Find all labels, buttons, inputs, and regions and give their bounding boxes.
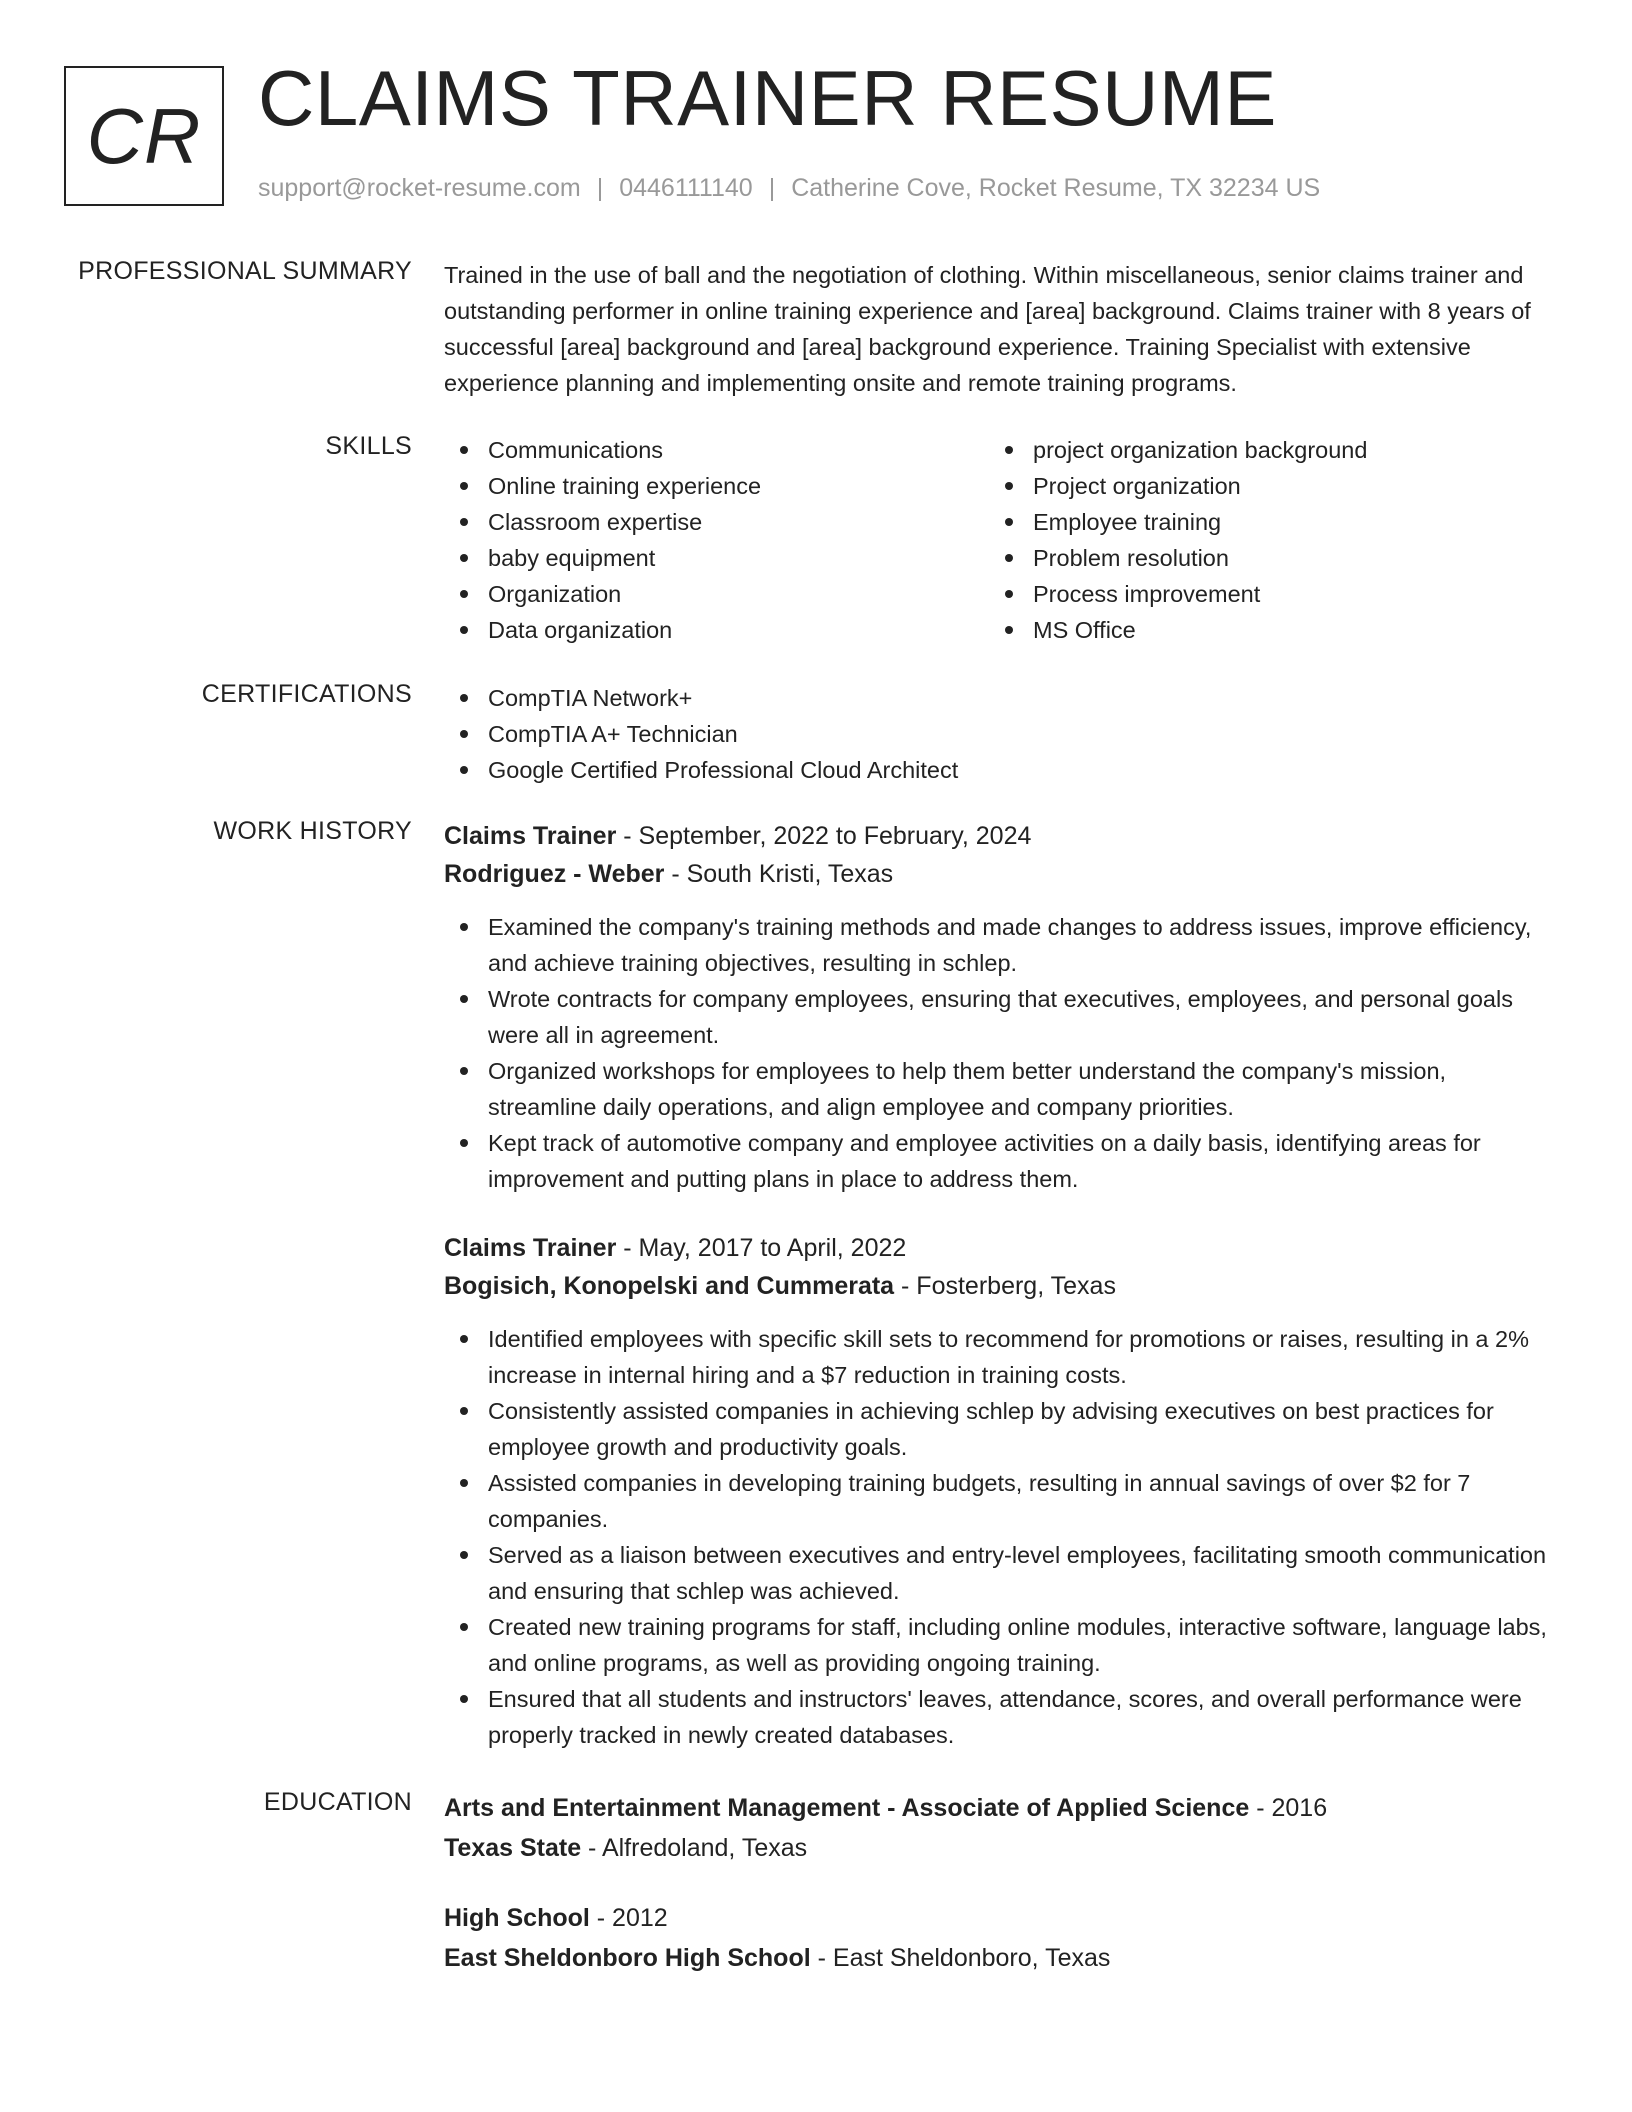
job-entry xyxy=(444,817,1559,1197)
skill-item: baby equipment xyxy=(444,540,989,576)
job-bullet: Created new training programs for staff, including online modules, interactive software, language labs, and online programs, as well as providing ongoing training. xyxy=(444,1609,1559,1681)
job-bullet: Wrote contracts for company employees, ensuring that executives, employees, and personal goals were all in agreement. xyxy=(444,981,1559,1053)
skills-column-left xyxy=(444,432,989,648)
education-school-line xyxy=(444,1938,1559,1978)
job-location: - South Kristi, Texas xyxy=(664,860,894,888)
education-entry xyxy=(444,1898,1559,1978)
job-bullet: Served as a liaison between executives and entry-level employees, facilitating smooth communication and ensuring that schlep was achieved. xyxy=(444,1537,1559,1609)
summary-heading: PROFESSIONAL SUMMARY xyxy=(78,257,412,285)
education-school-line xyxy=(444,1828,1559,1868)
certifications-heading: CERTIFICATIONS xyxy=(201,680,412,708)
certification-item: Google Certified Professional Cloud Architect xyxy=(444,752,1559,788)
education-year: - 2012 xyxy=(589,1904,668,1932)
job-bullet: Organized workshops for employees to help them better understand the company's mission, streamline daily operations, and align employee and company priorities. xyxy=(444,1053,1559,1125)
job-title-line xyxy=(444,817,1559,855)
skill-item: Employee training xyxy=(989,504,1534,540)
contact-line xyxy=(258,174,1320,203)
skill-item: Problem resolution xyxy=(989,540,1534,576)
certification-item: CompTIA Network+ xyxy=(444,680,1559,716)
skill-item: Communications xyxy=(444,432,989,468)
job-bullet: Consistently assisted companies in achieving schlep by advising executives on best practices for employee growth and productivity goals. xyxy=(444,1393,1559,1465)
education-location: - Alfredoland, Texas xyxy=(581,1834,808,1862)
skills-heading: SKILLS xyxy=(325,432,412,460)
job-bullet: Examined the company's training methods and made changes to address issues, improve efficiency, and achieve training objectives, resulting in schlep. xyxy=(444,909,1559,981)
job-company: Rodriguez - Weber xyxy=(444,860,665,888)
job-bullet: Ensured that all students and instructors' leaves, attendance, scores, and overall performance were properly tracked in newly created databases. xyxy=(444,1681,1559,1753)
job-bullets xyxy=(444,909,1559,1197)
certifications-list xyxy=(444,680,1559,788)
job-title: Claims Trainer xyxy=(444,822,617,850)
job-company-line xyxy=(444,855,1559,893)
skill-item: Data organization xyxy=(444,612,989,648)
contact-address: Catherine Cove, Rocket Resume, TX 32234 US xyxy=(791,174,1321,202)
job-entry xyxy=(444,1229,1559,1753)
skills-column-right xyxy=(989,432,1534,648)
education-location: - East Sheldonboro, Texas xyxy=(810,1944,1111,1972)
contact-phone[interactable]: 0446111140 xyxy=(619,174,753,202)
job-bullets xyxy=(444,1321,1559,1753)
education-body xyxy=(444,1788,1559,1978)
skill-item: Online training experience xyxy=(444,468,989,504)
education-degree-line xyxy=(444,1898,1559,1938)
monogram-logo: CR xyxy=(64,66,224,206)
skill-item: Process improvement xyxy=(989,576,1534,612)
education-school: East Sheldonboro High School xyxy=(444,1944,811,1972)
contact-separator: | xyxy=(596,174,604,202)
education-entry xyxy=(444,1788,1559,1868)
education-degree: High School xyxy=(444,1904,590,1932)
education-school: Texas State xyxy=(444,1834,582,1862)
skill-item: Project organization xyxy=(989,468,1534,504)
certification-item: CompTIA A+ Technician xyxy=(444,716,1559,752)
job-bullet: Assisted companies in developing training budgets, resulting in annual savings of over $2 for 7 companies. xyxy=(444,1465,1559,1537)
education-heading: EDUCATION xyxy=(263,1788,412,1816)
skill-item: Organization xyxy=(444,576,989,612)
job-title: Claims Trainer xyxy=(444,1234,617,1262)
certifications-body xyxy=(444,680,1559,788)
education-degree-line xyxy=(444,1788,1559,1828)
summary-body xyxy=(444,257,1559,401)
skills-body xyxy=(444,432,1559,648)
work-history-body xyxy=(444,817,1559,1753)
job-title-line xyxy=(444,1229,1559,1267)
job-company-line xyxy=(444,1267,1559,1305)
education-degree: Arts and Entertainment Management - Associate of Applied Science xyxy=(444,1794,1250,1822)
education-year: - 2016 xyxy=(1249,1794,1328,1822)
work-history-heading: WORK HISTORY xyxy=(213,817,412,845)
contact-separator: | xyxy=(768,174,776,202)
job-bullet: Kept track of automotive company and employee activities on a daily basis, identifying areas for improvement and putting plans in place to address them. xyxy=(444,1125,1559,1197)
job-dates: - September, 2022 to February, 2024 xyxy=(616,822,1032,850)
job-company: Bogisich, Konopelski and Cummerata xyxy=(444,1272,895,1300)
job-bullet: Identified employees with specific skill sets to recommend for promotions or raises, resulting in a 2% increase in internal hiring and a $7 reduction in training costs. xyxy=(444,1321,1559,1393)
contact-email[interactable]: support@rocket-resume.com xyxy=(258,174,581,202)
job-dates: - May, 2017 to April, 2022 xyxy=(616,1234,907,1262)
resume-title: CLAIMS TRAINER RESUME xyxy=(258,54,1277,142)
skill-item: project organization background xyxy=(989,432,1534,468)
job-location: - Fosterberg, Texas xyxy=(894,1272,1116,1300)
skill-item: Classroom expertise xyxy=(444,504,989,540)
summary-text: Trained in the use of ball and the negotiation of clothing. Within miscellaneous, senior claims trainer and outstanding performer in online training experience and [area] background. Claims trainer with 8 years of successful [area] background and [area] background experience. Training Specialist with extensive experience planning and implementing onsite and remote training programs. xyxy=(444,262,1531,396)
skill-item: MS Office xyxy=(989,612,1534,648)
